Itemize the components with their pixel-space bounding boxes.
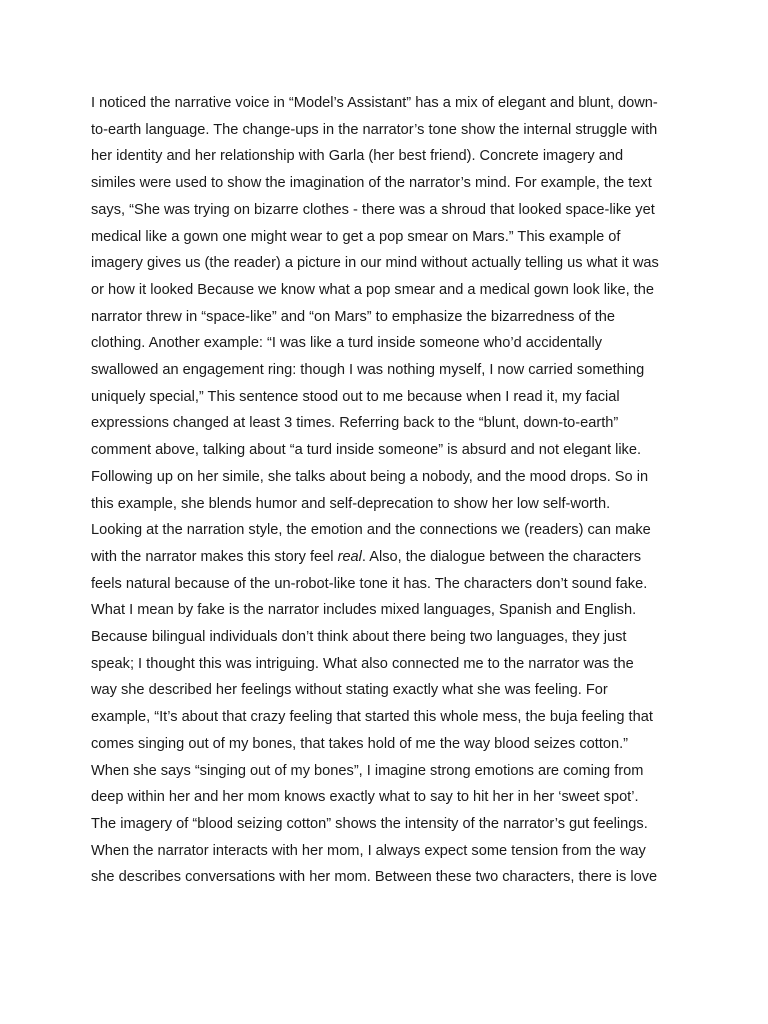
text-line: I noticed the narrative voice in “Model’s Assistant” has a mix of elegant and blunt, down- (91, 95, 658, 111)
text-line: or how it looked Because we know what a pop smear and a medical gown look like, the (91, 281, 654, 298)
text-line: narrator threw in “space-like” and “on Mars” to emphasize the bizarredness of the (91, 308, 615, 325)
text-line: What I mean by fake is the narrator includes mixed languages, Spanish and English. (91, 602, 637, 619)
text-line: swallowed an engagement ring: though I was nothing myself, I now carried something (91, 362, 645, 379)
text-line: expressions changed at least 3 times. Referring back to the “blunt, down-to-earth” (91, 415, 619, 432)
text-line: she describes conversations with her mom. Between these two characters, there is love (91, 869, 658, 886)
text-line: feels natural because of the un-robot-like tone it has. The characters don’t sound fake. (91, 575, 648, 592)
text-line: Following up on her simile, she talks about being a nobody, and the mood drops. So in (91, 468, 649, 485)
text-segment: . Also, the dialogue between the characters (361, 548, 642, 565)
text-line: imagery gives us (the reader) a picture in our mind without actually telling us what it was (91, 255, 659, 272)
text-line: example, “It’s about that crazy feeling that started this whole mess, the buja feeling that (91, 709, 653, 726)
text-line: comment above, talking about “a turd inside someone” is absurd and not elegant like. (91, 442, 642, 459)
text-line: similes were used to show the imagination of the narrator’s mind. For example, the text (91, 175, 652, 192)
italic-emphasis: real (337, 548, 362, 565)
text-line: her identity and her relationship with Garla (her best friend). Concrete imagery and (91, 148, 624, 165)
text-line-with-italic (91, 544, 691, 571)
text-line: The imagery of “blood seizing cotton” shows the intensity of the narrator’s gut feelings. (91, 815, 648, 832)
text-line: clothing. Another example: “I was like a turd inside someone who’d accidentally (91, 335, 603, 352)
text-line: way she described her feelings without stating exactly what she was feeling. For (91, 682, 608, 699)
text-segment: with the narrator makes this story feel (91, 548, 338, 565)
text-line: medical like a gown one might wear to get a pop smear on Mars.” This example of (91, 228, 621, 245)
text-line: to-earth language. The change-ups in the narrator’s tone show the internal struggle with (91, 121, 658, 138)
essay-paragraph (91, 90, 691, 891)
text-line: deep within her and her mom knows exactly what to say to hit her in her ‘sweet spot’. (91, 789, 639, 806)
text-line: Looking at the narration style, the emotion and the connections we (readers) can make (91, 522, 651, 539)
text-line: uniquely special,” This sentence stood out to me because when I read it, my facial (91, 388, 620, 405)
text-line: Because bilingual individuals don’t think about there being two languages, they just (91, 629, 627, 646)
text-line: speak; I thought this was intriguing. What also connected me to the narrator was the (91, 655, 634, 672)
text-line: this example, she blends humor and self-deprecation to show her low self-worth. (91, 495, 611, 512)
text-line: comes singing out of my bones, that takes hold of me the way blood seizes cotton.” (91, 735, 629, 752)
text-line: When the narrator interacts with her mom, I always expect some tension from the way (91, 842, 646, 859)
text-line: When she says “singing out of my bones”, I imagine strong emotions are coming from (91, 762, 644, 779)
text-line: says, “She was trying on bizarre clothes - there was a shroud that looked space-like yet (91, 201, 655, 218)
